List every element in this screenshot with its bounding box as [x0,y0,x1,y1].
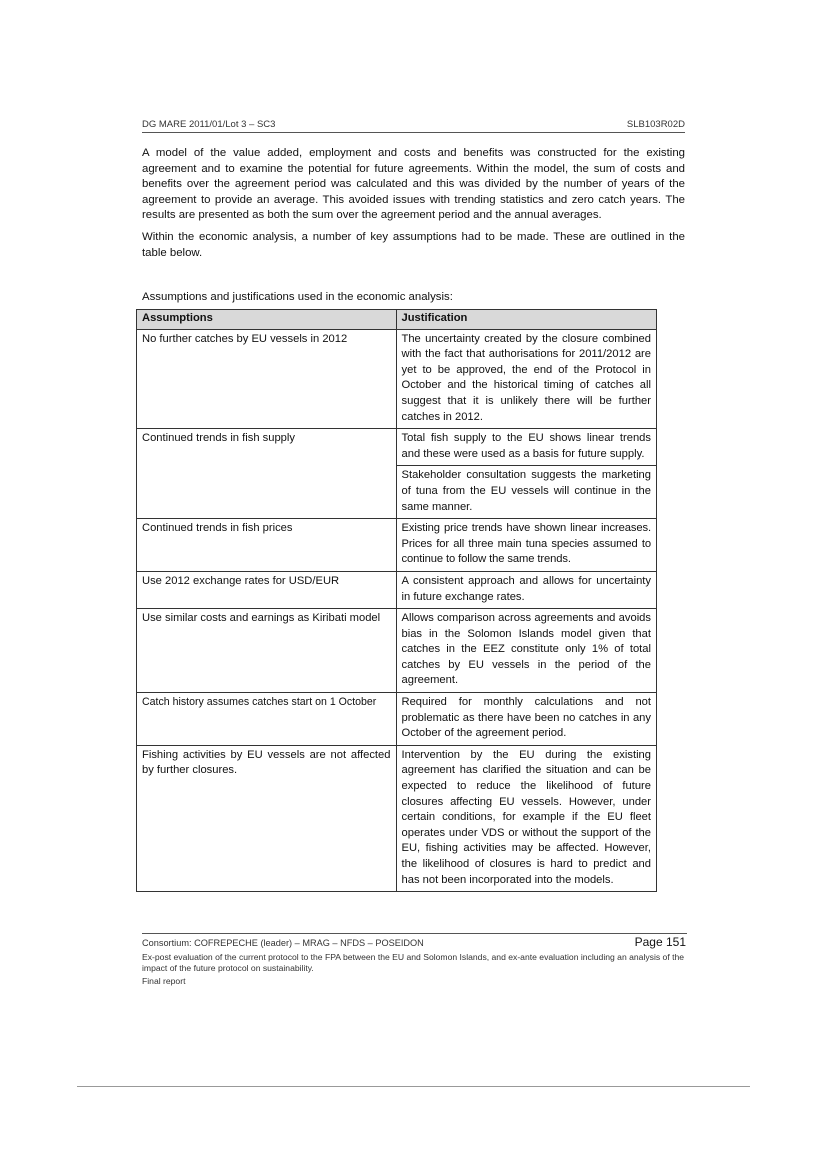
table-row [137,329,657,429]
assumption-cell: No further catches by EU vessels in 2012 [137,329,397,429]
header-document-code: SLB103R02D [626,119,685,130]
footer-description: Ex-post evaluation of the current protocol to the FPA between the EU and Solomon Islands, and ex-ante evaluation including an analysis of the impact of the future protocol on sustainability. [142,952,685,973]
footer-divider [142,933,687,934]
assumption-cell: Continued trends in fish supply [137,429,397,519]
table-header-row [137,310,657,330]
paragraph-model: A model of the value added, employment and costs and benefits was constructed for the existing agreement and to examine the potential for future agreements. Within the model, the sum of costs and benefits over the agreement period was calculated and this was divided by the number of years of the agreement to provide an average. This avoided issues with trending statistics and zero catch years. The results are presented as both the sum over the agreement period and the annual averages. [142,147,685,222]
assumption-cell: Use similar costs and earnings as Kiribati model [137,609,397,693]
page-header [142,118,685,133]
table-row [137,609,657,693]
column-header-assumptions: Assumptions [137,310,397,330]
assumption-cell: Fishing activities by EU vessels are not affected by further closures. [137,745,397,891]
justification-cell: The uncertainty created by the closure combined with the fact that authorisations for 2011/2012 are yet to be approved, the end of the Protocol in October and the historical timing of catches all suggest that it is unlikely there will be further catches in 2012. [396,329,657,429]
column-header-justification: Justification [396,310,657,330]
justification-cell: Stakeholder consultation suggests the marketing of tuna from the EU vessels will continue in the same manner. [396,466,657,519]
assumptions-table [136,309,657,892]
page-number: Page 151 [634,935,686,949]
assumption-cell: Continued trends in fish prices [137,519,397,572]
assumption-cell: Catch history assumes catches start on 1 October [137,693,397,746]
footer-final-report: Final report [142,976,186,986]
justification-cell: Allows comparison across agreements and avoids bias in the Solomon Islands model given that catches in the EEZ constitute only 1% of total catches by EU vessels in the period of the agreement. [396,609,657,693]
justification-cell: Existing price trends have shown linear increases. Prices for all three main tuna species assumed to continue to follow the same trends. [396,519,657,572]
table-row [137,429,657,466]
paragraph-assumptions: Within the economic analysis, a number of key assumptions had to be made. These are outlined in the table below. [142,231,685,259]
justification-cell: A consistent approach and allows for uncertainty in future exchange rates. [396,571,657,608]
justification-cell: Required for monthly calculations and not problematic as there have been no catches in any October of the agreement period. [396,693,657,746]
table-row [137,519,657,572]
justification-cell: Total fish supply to the EU shows linear trends and these were used as a basis for future supply. [396,429,657,466]
header-reference: DG MARE 2011/01/Lot 3 – SC3 [142,119,276,130]
footer-consortium: Consortium: COFREPECHE (leader) – MRAG – NFDS – POSEIDON [142,938,424,948]
table-row [137,571,657,608]
assumption-cell: Use 2012 exchange rates for USD/EUR [137,571,397,608]
table-row [137,693,657,746]
page-bottom-divider [77,1086,750,1087]
table-caption: Assumptions and justifications used in the economic analysis: [142,291,453,303]
table-row [137,745,657,891]
justification-cell: Intervention by the EU during the existing agreement has clarified the situation and can be expected to reduce the likelihood of future closures affecting EU vessels. However, under certain conditions, for example if the EU fleet operates under VDS or without the support of the EU, fishing activities may be affected. However, the likelihood of closures is hard to predict and has not been incorporated into the models. [396,745,657,891]
